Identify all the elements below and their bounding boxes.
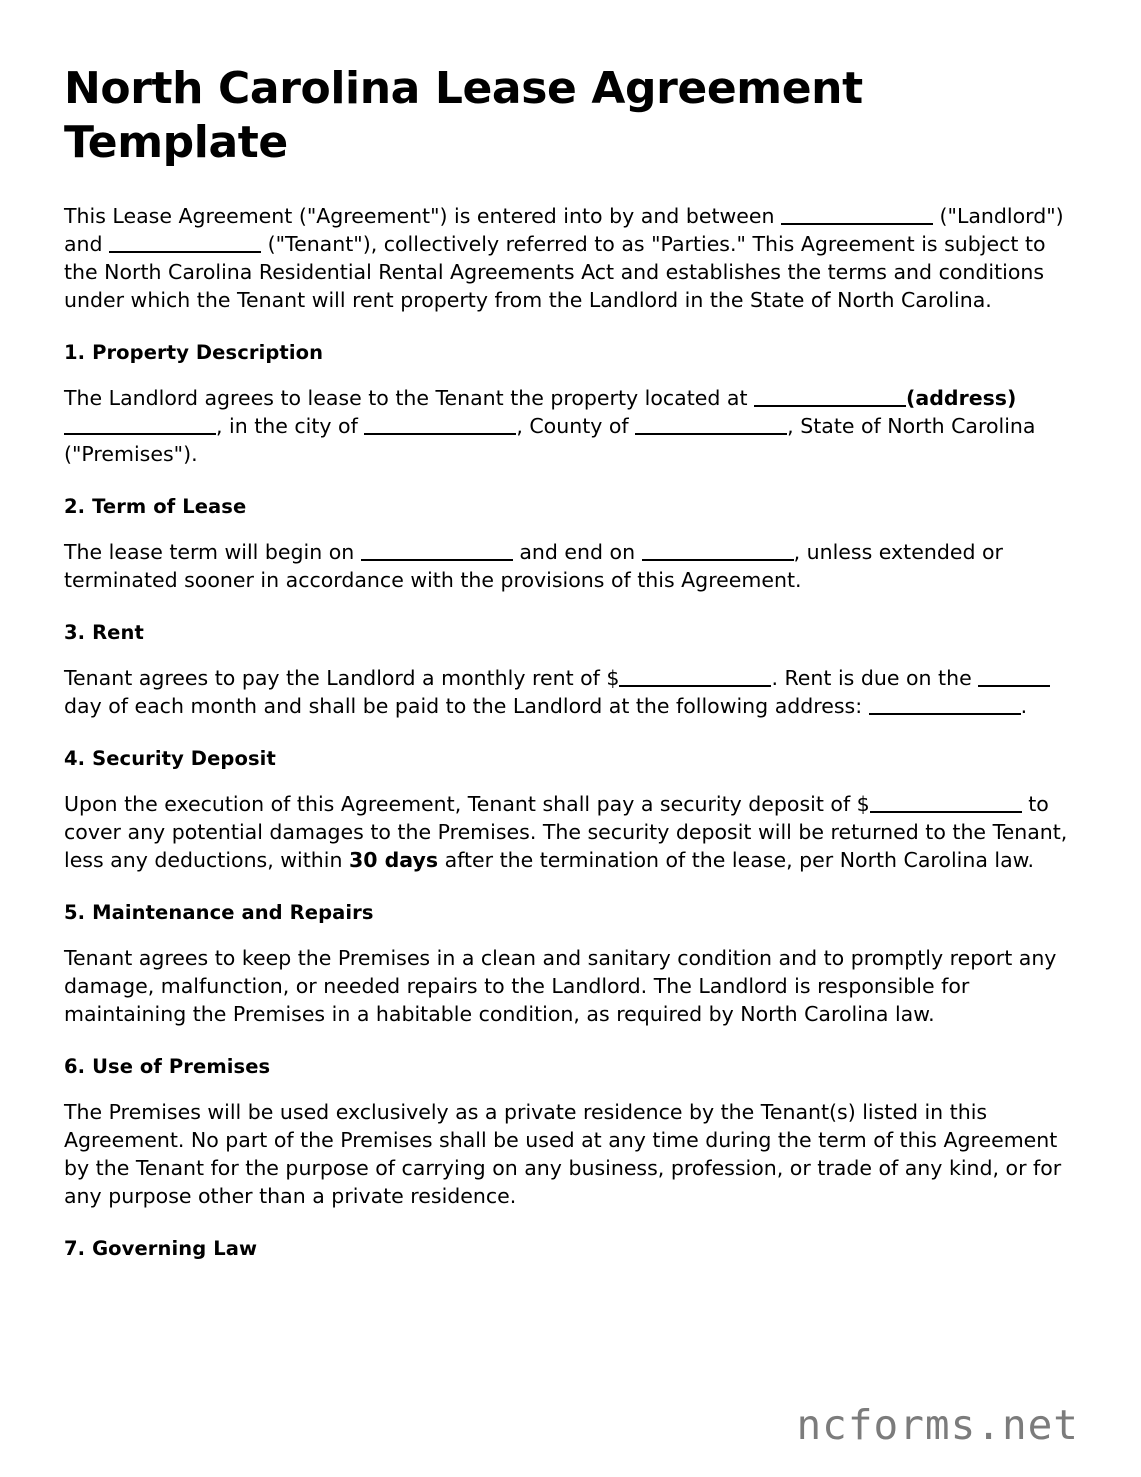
- section-heading-7: 7. Governing Law: [64, 1236, 258, 1260]
- rent-text-part2: . Rent is due on the: [771, 666, 979, 691]
- deposit-text-part2: to cover any potential damages to the Premises. The security deposit will be returned to the Tenant, less any deductions, within: [64, 792, 1068, 873]
- section-body-3: [64, 665, 1075, 721]
- section-heading-1: 1. Property Description: [64, 340, 324, 364]
- property-text-part4: , State of North Carolina ("Premises").: [64, 414, 1036, 466]
- landlord-name-blank[interactable]: [781, 204, 933, 225]
- page-title: North Carolina Lease Agreement Template: [64, 63, 863, 168]
- lease-start-date-blank[interactable]: [361, 540, 513, 561]
- property-text-part2: , in the city of: [216, 414, 365, 439]
- tenant-name-blank[interactable]: [109, 232, 261, 253]
- rent-due-day-blank[interactable]: [978, 666, 1050, 687]
- intro-text-part3: ("Tenant"), collectively referred to as "Parties." This Agreement is subject to the North Carolina Residential Rental Agreements Act and establishes the terms and conditions under which the Tenant will rent property from the Landlord in the State of North Carolina.: [64, 232, 1046, 312]
- term-text-part3: , unless extended or terminated sooner in accordance with the provisions of this Agreement.: [64, 540, 1003, 593]
- section-heading-3: 3. Rent: [64, 620, 144, 644]
- property-text-part3: , County of: [516, 414, 636, 439]
- rent-payment-address-blank[interactable]: [869, 694, 1021, 715]
- section-body-1: [64, 385, 1075, 469]
- address-label: (address): [906, 386, 1017, 411]
- section-heading-5: 5. Maintenance and Repairs: [64, 900, 374, 924]
- intro-paragraph: [64, 203, 1075, 315]
- section-heading-4: 4. Security Deposit: [64, 747, 276, 770]
- monthly-rent-amount-blank[interactable]: [619, 666, 771, 687]
- property-county-blank[interactable]: [635, 414, 787, 435]
- deposit-text-part1: Upon the execution of this Agreement, Tenant shall pay a security deposit of $: [64, 792, 870, 817]
- lease-end-date-blank[interactable]: [642, 540, 794, 561]
- intro-text-part1: This Lease Agreement ("Agreement") is entered into by and between: [64, 204, 781, 229]
- rent-text-part1: Tenant agrees to pay the Landlord a monthly rent of $: [64, 666, 620, 691]
- site-watermark: ncforms.net: [796, 1401, 1079, 1449]
- intro-text-part2: ("Landlord") and: [64, 204, 1064, 257]
- property-city-blank[interactable]: [364, 414, 516, 435]
- deposit-text-part3: after the termination of the lease, per North Carolina law.: [438, 848, 1035, 873]
- security-deposit-amount-blank[interactable]: [870, 792, 1022, 813]
- rent-text-part4: .: [1020, 694, 1028, 719]
- section-body-5: Tenant agrees to keep the Premises in a clean and sanitary condition and to promptly report any damage, malfunction, or needed repairs to the Landlord. The Landlord is responsible for maintaining the Premises in a habitable condition, as required by North Carolina law.: [64, 946, 1057, 1027]
- term-text-part2: and end on: [512, 540, 642, 565]
- rent-text-part3: day of each month and shall be paid to the Landlord at the following address:: [64, 694, 869, 719]
- section-body-2: [64, 539, 1075, 595]
- term-text-part1: The lease term will begin on: [64, 540, 361, 565]
- section-heading-2: 2. Term of Lease: [64, 494, 247, 518]
- section-heading-6: 6. Use of Premises: [64, 1054, 271, 1078]
- deposit-return-period: 30 days: [348, 848, 439, 873]
- property-text-part1: The Landlord agrees to lease to the Tenant the property located at: [64, 386, 755, 411]
- section-body-4: [64, 791, 1075, 875]
- section-body-6: The Premises will be used exclusively as a private residence by the Tenant(s) listed in this Agreement. No part of the Premises shall be used at any time during the term of this Agreement by the Tenant for the purpose of carrying on any business, profession, or trade of any kind, or for any purpose other than a private residence.: [64, 1100, 1062, 1208]
- property-address-blank-1[interactable]: [754, 386, 906, 407]
- property-address-blank-2[interactable]: [64, 414, 216, 435]
